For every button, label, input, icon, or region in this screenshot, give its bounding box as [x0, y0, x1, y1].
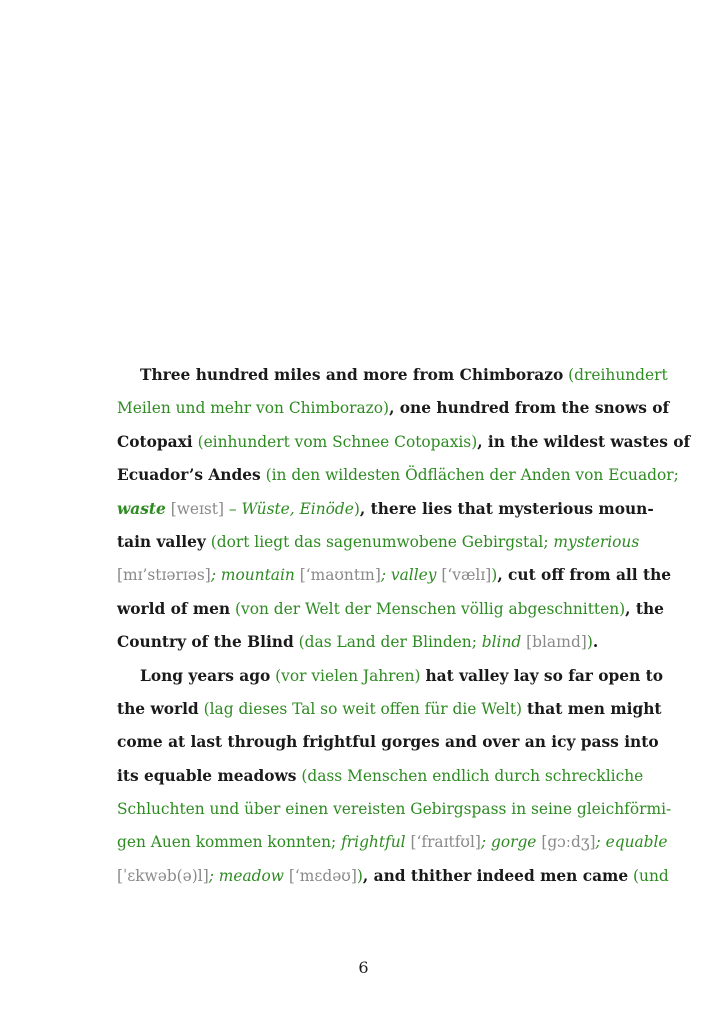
german-gloss: (in den wildesten Ödflächen der Anden von Ecuador; — [265, 466, 679, 485]
german-gloss: (vor vielen Jahren) — [275, 666, 421, 685]
german-gloss: (lag dieses Tal so weit offen für die Welt) — [203, 699, 523, 718]
english-text: the world — [117, 699, 199, 718]
english-text: hat valley lay so far open to — [425, 666, 664, 685]
english-text: Cotopaxi — [117, 432, 193, 451]
german-gloss-italic: blind — [481, 633, 522, 652]
german-gloss: (dass Menschen endlich durch schreckliche — [301, 766, 644, 785]
german-gloss: Schluchten und über einen vereisten Gebirgspass in seine gleichförmi- — [117, 800, 672, 819]
ipa-transcription: [‘fraɪtfʊl] — [410, 833, 481, 852]
text-line — [117, 693, 662, 726]
text-line — [117, 526, 640, 559]
german-gloss: Meilen und mehr von Chimborazo) — [117, 399, 390, 418]
ipa-transcription: [‘mɛdəʊ] — [288, 866, 357, 885]
ipa-transcription: [ˈɛkwəb(ə)l] — [117, 866, 209, 885]
english-text: Ecuador’s Andes — [117, 466, 261, 485]
text-line — [117, 459, 679, 492]
german-gloss: ) — [353, 499, 360, 518]
german-gloss: (und — [633, 866, 669, 885]
text-line — [117, 760, 644, 793]
book-page-text — [117, 359, 691, 893]
german-gloss: (dreihundert — [568, 366, 668, 384]
german-gloss: ) — [491, 566, 498, 585]
english-text: world of men — [117, 599, 231, 618]
german-gloss: ) — [586, 633, 593, 652]
text-line — [117, 359, 668, 392]
english-text: tain valley — [117, 532, 206, 551]
german-gloss-italic: Wüste, Einöde — [241, 499, 354, 518]
english-text: , in the wildest wastes of — [477, 432, 691, 451]
text-line — [117, 793, 672, 826]
german-gloss-italic: frightful — [341, 833, 406, 852]
german-gloss-italic: ; valley — [380, 566, 437, 585]
english-text: Three hundred miles and more from Chimborazo — [140, 366, 564, 384]
text-line — [117, 726, 659, 759]
german-gloss: gen Auen kommen konnten; — [117, 833, 342, 852]
german-gloss: ) — [356, 866, 363, 885]
german-gloss: – — [224, 499, 242, 518]
text-line — [117, 593, 664, 626]
ipa-transcription: [blaɪnd] — [526, 633, 587, 652]
vocab-word: waste — [117, 499, 166, 518]
text-line — [117, 660, 664, 693]
german-gloss-italic: ; equable — [595, 833, 668, 852]
page-number: 6 — [358, 958, 369, 977]
text-line — [117, 493, 654, 526]
ipa-transcription: [‘vælɪ] — [441, 566, 492, 585]
text-line — [117, 860, 669, 893]
german-gloss-italic: ; meadow — [208, 866, 284, 885]
german-gloss: (einhundert vom Schnee Cotopaxis) — [197, 432, 478, 451]
text-line — [117, 826, 668, 859]
english-text: come at last through frightful gorges and over an icy pass into — [117, 733, 659, 752]
german-gloss-italic: ; gorge — [480, 833, 537, 852]
german-gloss: (das Land der Blinden; — [298, 633, 482, 652]
english-text: . — [592, 633, 599, 652]
text-line — [117, 426, 691, 459]
english-text: , one hundred from the snows of — [389, 399, 670, 418]
english-text: , there lies that mysterious moun- — [359, 499, 654, 518]
ipa-transcription: [weɪst] — [170, 499, 224, 518]
text-line — [117, 559, 672, 592]
text-line — [117, 626, 636, 659]
german-gloss: (von der Welt der Menschen völlig abgeschnitten) — [235, 599, 626, 618]
ipa-transcription: [mɪ’stɪərɪəs] — [117, 566, 211, 585]
german-gloss: (dort liegt das sagenumwobene Gebirgstal; — [210, 532, 554, 551]
ipa-transcription: [gɔːdʒ] — [541, 833, 596, 852]
german-gloss-italic: ; mountain — [210, 566, 295, 585]
ipa-transcription: [‘maʊntɪn] — [299, 566, 381, 585]
text-line — [117, 392, 670, 425]
german-gloss-italic: mysterious — [553, 532, 640, 551]
english-text: its equable meadows — [117, 766, 297, 785]
english-text: Country of the Blind — [117, 633, 294, 652]
english-text: Long years ago — [140, 666, 271, 685]
english-text: that men might — [526, 699, 662, 718]
english-text: , the — [625, 599, 664, 618]
english-text: , cut off from all the — [497, 566, 672, 585]
english-text: , and thither indeed men came — [362, 866, 629, 885]
